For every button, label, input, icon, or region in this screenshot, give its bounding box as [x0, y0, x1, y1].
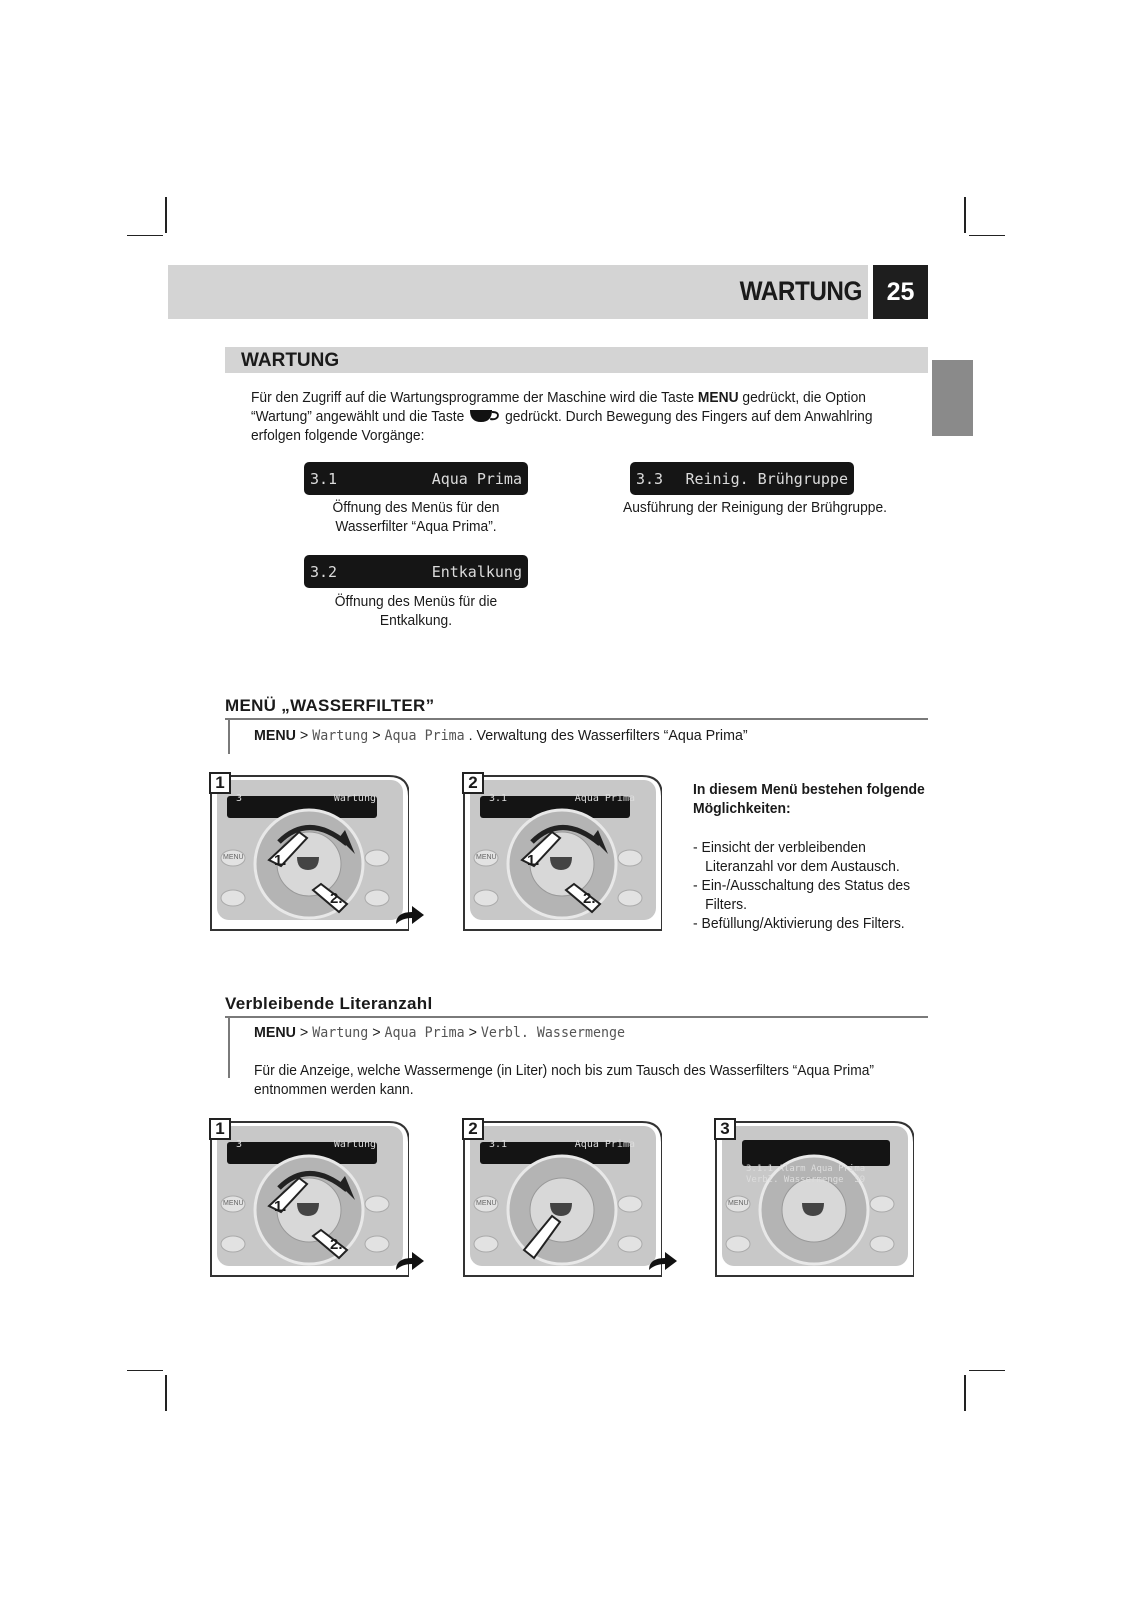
crop-mark [969, 235, 1005, 236]
lcd-option-entkalkung: 3.2 Entkalkung [304, 555, 528, 588]
step-label-2: 2. [330, 890, 343, 907]
divider [225, 1016, 928, 1018]
caption-entkalkung: Öffnung des Menüs für die Entkalkung. [334, 593, 498, 629]
step-number: 1 [209, 772, 231, 794]
step-label-1: 1. [274, 852, 287, 869]
heading-literanzahl: Verbleibende Literanzahl [225, 994, 433, 1013]
next-arrow-icon [394, 1250, 426, 1272]
literanzahl-description: Für die Anzeige, welche Wassermenge (in Liter) noch bis zum Tausch des Wasserfilters “Aqua Prima” entnommen werden kann. [254, 1062, 874, 1098]
list-item: - Befüllung/Aktivierung des Filters. [693, 915, 905, 932]
crop-mark [127, 235, 163, 236]
crop-mark [964, 197, 966, 233]
divider [225, 718, 928, 720]
menu-path-literanzahl: MENU > Wartung > Aqua Prima > Verbl. Wassermenge [254, 1024, 626, 1041]
panel-lcd: 3 Wartung [236, 1139, 376, 1150]
chapter-tab [932, 360, 973, 436]
next-arrow-icon [394, 904, 426, 926]
step-label-1: 1. [274, 1198, 287, 1215]
divider [228, 718, 230, 754]
cup-icon [468, 408, 501, 424]
list-item: - Ein-/Ausschaltung des Status des [693, 877, 911, 894]
caption-bruehgruppe: Ausführung der Reinigung der Brühgruppe. [623, 499, 887, 516]
menu-button-label: MENU [476, 1200, 497, 1207]
panel-lcd: 3 Wartung [236, 793, 376, 804]
menu-button-label: MENU [476, 854, 497, 861]
heading-wasserfilter: MENÜ „WASSERFILTER” [225, 696, 435, 715]
panel-lcd: 3.1 Aqua Prima [489, 1139, 635, 1150]
list-item: - Einsicht der verbleibenden [693, 839, 866, 856]
step-number: 2 [462, 1118, 484, 1140]
crop-mark [964, 1375, 966, 1411]
page-title: WARTUNG [739, 276, 862, 306]
panel-lcd: 3.1.1 Alarm Aqua Prima Verbl. Wassermenge 59 [746, 1164, 866, 1185]
lcd-option-aqua-prima: 3.1 Aqua Prima [304, 462, 528, 495]
menu-button-label: MENU [728, 1200, 749, 1207]
panel-lcd: 3.1 Aqua Prima [489, 793, 635, 804]
page-number: 25 [873, 265, 928, 319]
crop-mark [165, 1375, 167, 1411]
options-list: - Einsicht der verbleibenden Literanzahl vor dem Austausch. - Ein-/Ausschaltung des Status des Filters. - Befüllung/Aktivierung des Filters. [693, 838, 926, 933]
step-label-2: 2. [330, 1236, 343, 1253]
step-label-1: 1. [527, 852, 540, 869]
step-number: 3 [714, 1118, 736, 1140]
step-number: 2 [462, 772, 484, 794]
menu-button-label: MENU [223, 1200, 244, 1207]
next-arrow-icon [647, 1250, 679, 1272]
menu-path-wasserfilter: MENU > Wartung > Aqua Prima . Verwaltung des Wasserfilters “Aqua Prima” [254, 727, 748, 744]
crop-mark [165, 197, 167, 233]
step-number: 1 [209, 1118, 231, 1140]
menu-button-label: MENU [223, 854, 244, 861]
section-title: WARTUNG [241, 350, 340, 371]
step-label-2: 2. [583, 890, 596, 907]
crop-mark [969, 1370, 1005, 1371]
intro-paragraph: Für den Zugriff auf die Wartungsprogramme der Maschine wird die Taste MENU gedrückt, die Option “Wartung” angewählt und die Taste gedrückt. Durch Bewegung des Fingers auf dem Anwahlring erfolgen folgende Vorgänge: [251, 389, 873, 444]
lcd-option-bruehgruppe: 3.3 Reinig. Brühgruppe [630, 462, 854, 495]
crop-mark [127, 1370, 163, 1371]
caption-aqua-prima: Öffnung des Menüs für den Wasserfilter “Aqua Prima”. [332, 499, 500, 535]
options-title: In diesem Menü bestehen folgende Möglichkeiten: [693, 781, 925, 817]
divider [228, 1016, 230, 1078]
